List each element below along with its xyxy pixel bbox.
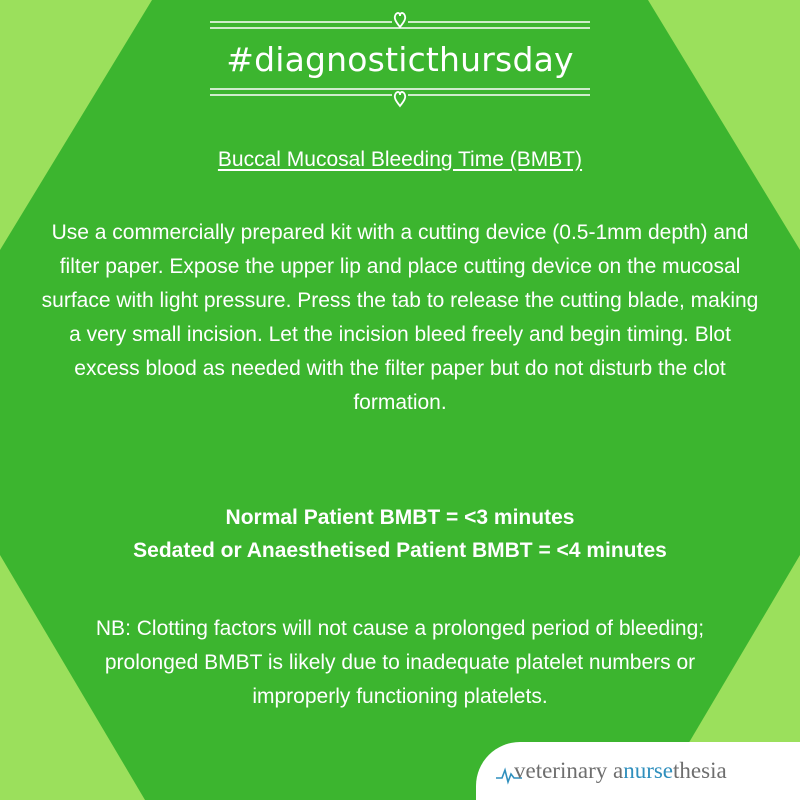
section-heading — [0, 148, 800, 172]
brand-wordmark — [514, 758, 727, 784]
hashtag-title: #diagnosticthursday — [226, 40, 574, 79]
procedure-paragraph: Use a commercially prepared kit with a cutting device (0.5-1mm depth) and filter paper. Expose the upper lip and place cutting device on the mucosal surface with light pressure. Press the tab to release the cutting blade, making a very small incision. Let the incision bleed freely and begin timing. Blot excess blood as needed with the filter paper but do not disturb the clot formation. — [41, 221, 759, 414]
normal-bmbt-value: Normal Patient BMBT = <3 minutes — [225, 506, 575, 529]
sedated-bmbt-value: Sedated or Anaesthetised Patient BMBT = <4 minutes — [133, 539, 667, 562]
note-paragraph: NB: Clotting factors will not cause a prolonged period of bleeding; prolonged BMBT is likely due to inadequate platelet numbers or improperly functioning platelets. — [95, 617, 705, 708]
brand-wordmark-part1: veterinary a — [514, 758, 624, 783]
brand-wordmark-part3: thesia — [673, 758, 727, 783]
brand-logo — [476, 742, 800, 800]
brand-wordmark-part2: nurse — [623, 758, 674, 783]
section-heading-text: Buccal Mucosal Bleeding Time (BMBT) — [217, 148, 583, 171]
